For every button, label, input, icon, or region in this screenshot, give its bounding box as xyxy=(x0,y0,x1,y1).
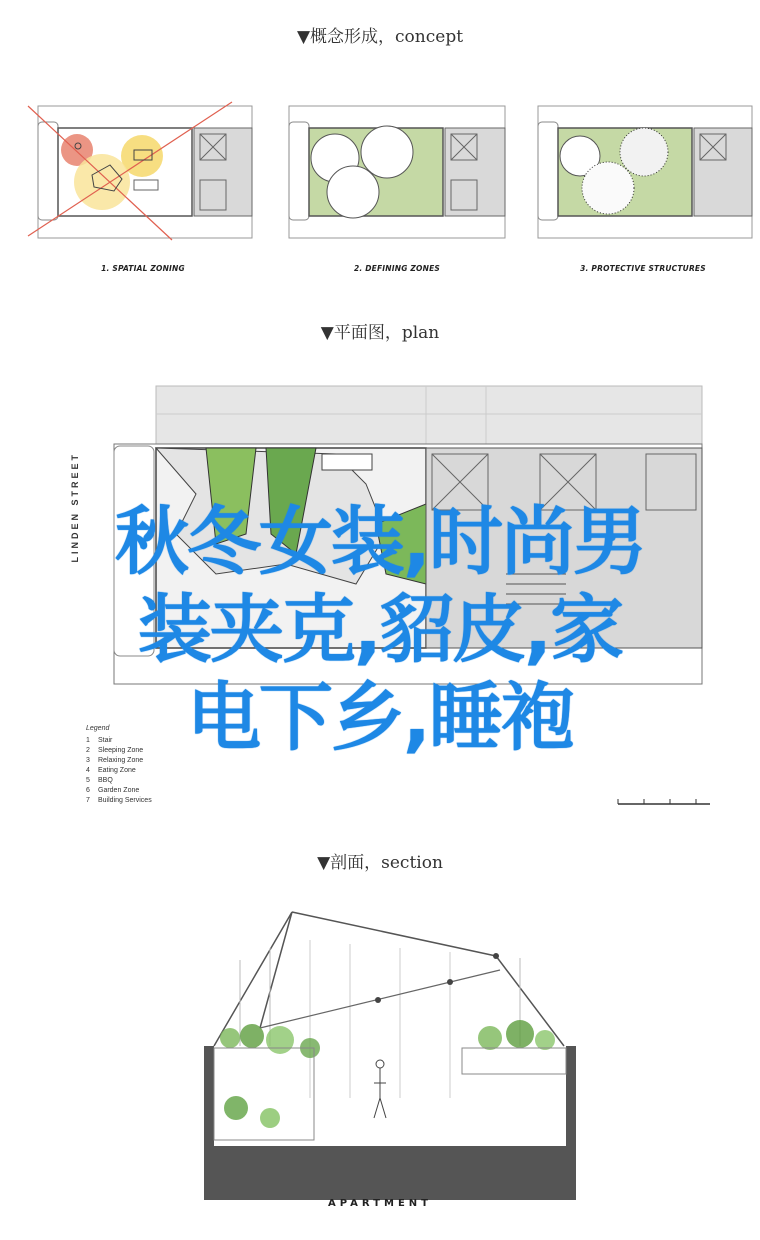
concept-caption-2: 2. DEFINING ZONES xyxy=(353,264,441,273)
overlay-text-line-1: 秋冬女装,时尚男 xyxy=(114,499,646,585)
legend-item: 1 Stair xyxy=(86,737,113,744)
overlay-text-line-3: 电下乡,睡袍 xyxy=(186,675,574,761)
section-heading: ▼剖面，section xyxy=(317,853,443,873)
overlay-text-line-2: 装夹克,貂皮,家 xyxy=(137,587,623,673)
concept-diagram-defining-zones xyxy=(283,100,515,245)
concept-diagram-protective-structures xyxy=(532,100,754,245)
section-apartment-label: APARTMENT xyxy=(328,1198,432,1209)
plan-heading: ▼平面图，plan xyxy=(320,323,440,343)
concept-heading: ▼概念形成，concept xyxy=(296,27,464,47)
legend-item: 4 Eating Zone xyxy=(86,767,136,774)
concept-diagram-spatial-zoning xyxy=(22,100,254,245)
concept-caption-1: 1. SPATIAL ZONING xyxy=(101,264,185,273)
legend-item: 3 Relaxing Zone xyxy=(86,757,144,764)
section-drawing xyxy=(200,908,580,1208)
scale-bar xyxy=(616,796,716,808)
legend-item: 6 Garden Zone xyxy=(86,787,140,794)
street-label: LINDEN STREET xyxy=(70,452,80,563)
legend-item: 2 Sleeping Zone xyxy=(86,747,144,754)
legend-title: Legend xyxy=(86,725,110,732)
legend-item: 7 Building Services xyxy=(86,797,152,804)
concept-caption-3: 3. PROTECTIVE STRUCTURES xyxy=(580,264,706,273)
legend-item: 5 BBQ xyxy=(86,777,113,784)
